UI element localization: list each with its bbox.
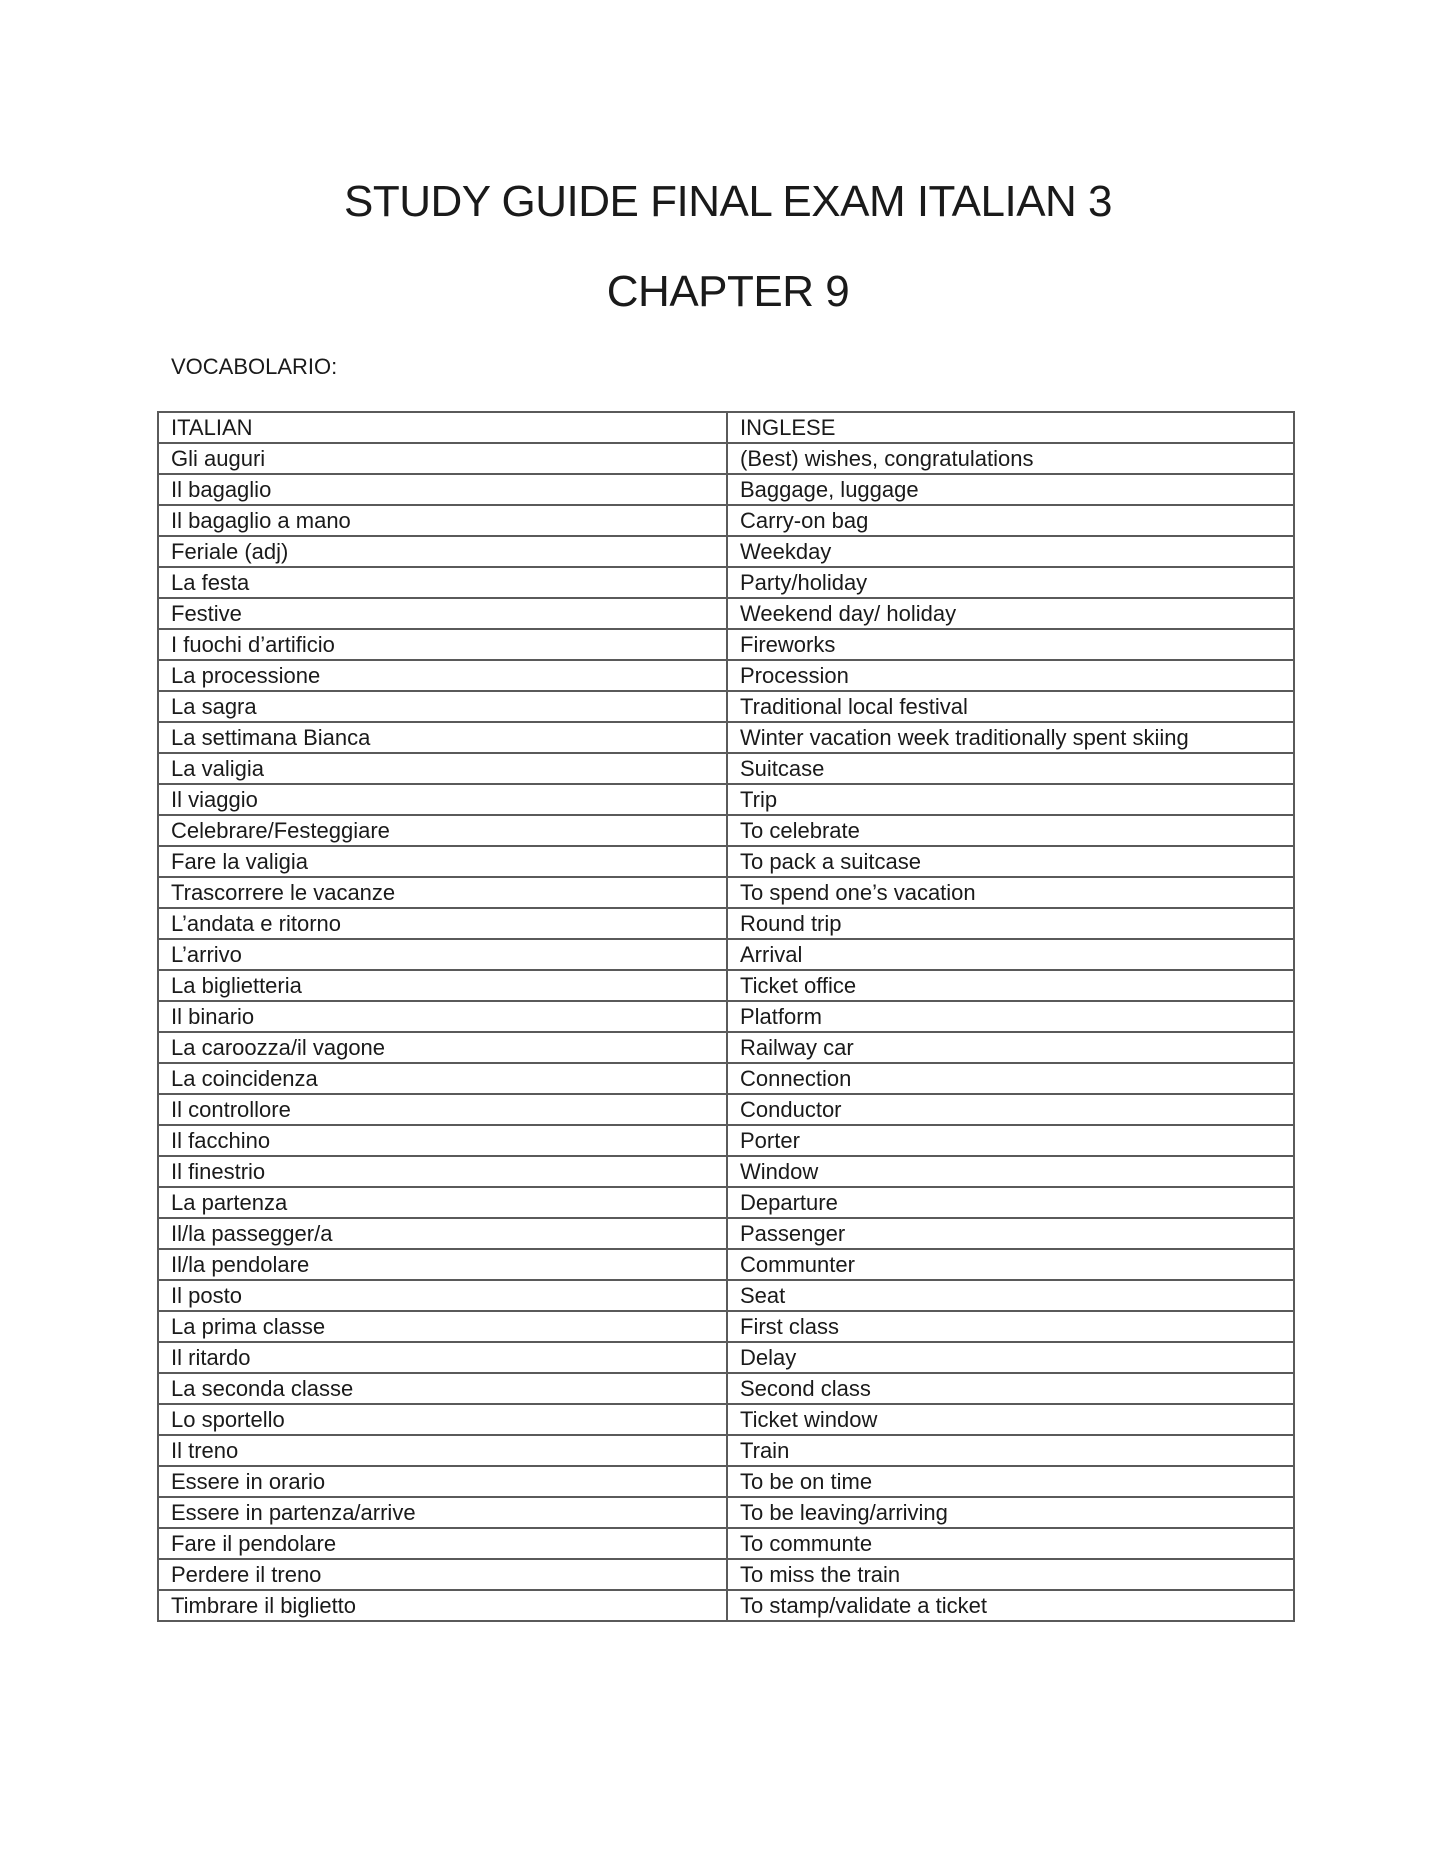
italian-term-cell: Feriale (adj) (158, 536, 727, 567)
table-row (158, 1528, 1294, 1559)
italian-term-cell: Il/la pendolare (158, 1249, 727, 1280)
table-row (158, 1497, 1294, 1528)
italian-term-cell: Fare il pendolare (158, 1528, 727, 1559)
table-row (158, 908, 1294, 939)
english-translation-cell: To stamp/validate a ticket (727, 1590, 1294, 1621)
italian-term-cell: Trascorrere le vacanze (158, 877, 727, 908)
italian-term-cell: Lo sportello (158, 1404, 727, 1435)
english-translation-cell: Conductor (727, 1094, 1294, 1125)
table-row (158, 691, 1294, 722)
italian-term-cell: La seconda classe (158, 1373, 727, 1404)
table-row (158, 1187, 1294, 1218)
chapter-heading: CHAPTER 9 (606, 267, 850, 316)
english-translation-cell: Platform (727, 1001, 1294, 1032)
english-translation-cell: Ticket office (727, 970, 1294, 1001)
english-translation-cell: Procession (727, 660, 1294, 691)
italian-term-cell: La sagra (158, 691, 727, 722)
table-row (158, 474, 1294, 505)
english-translation-cell: Passenger (727, 1218, 1294, 1249)
english-translation-cell: To celebrate (727, 815, 1294, 846)
table-row (158, 598, 1294, 629)
column-header-english: INGLESE (727, 412, 1294, 443)
english-translation-cell: Traditional local festival (727, 691, 1294, 722)
english-translation-cell: To miss the train (727, 1559, 1294, 1590)
italian-term-cell: Essere in orario (158, 1466, 727, 1497)
italian-term-cell: La prima classe (158, 1311, 727, 1342)
english-translation-cell: Second class (727, 1373, 1294, 1404)
table-row (158, 1404, 1294, 1435)
column-header-italian: ITALIAN (158, 412, 727, 443)
english-translation-cell: Delay (727, 1342, 1294, 1373)
table-row (158, 1435, 1294, 1466)
italian-term-cell: La valigia (158, 753, 727, 784)
italian-term-cell: La coincidenza (158, 1063, 727, 1094)
english-translation-cell: Train (727, 1435, 1294, 1466)
english-translation-cell: To pack a suitcase (727, 846, 1294, 877)
english-translation-cell: Trip (727, 784, 1294, 815)
italian-term-cell: Timbrare il biglietto (158, 1590, 727, 1621)
english-translation-cell: To spend one’s vacation (727, 877, 1294, 908)
english-translation-cell: Winter vacation week traditionally spent skiing (727, 722, 1294, 753)
italian-term-cell: Il bagaglio a mano (158, 505, 727, 536)
document-title: STUDY GUIDE FINAL EXAM ITALIAN 3 (343, 177, 1113, 226)
italian-term-cell: La festa (158, 567, 727, 598)
english-translation-cell: Communter (727, 1249, 1294, 1280)
italian-term-cell: La processione (158, 660, 727, 691)
english-translation-cell: (Best) wishes, congratulations (727, 443, 1294, 474)
english-translation-cell: To be leaving/arriving (727, 1497, 1294, 1528)
italian-term-cell: Celebrare/Festeggiare (158, 815, 727, 846)
english-translation-cell: Baggage, luggage (727, 474, 1294, 505)
italian-term-cell: Fare la valigia (158, 846, 727, 877)
table-row (158, 536, 1294, 567)
english-translation-cell: Party/holiday (727, 567, 1294, 598)
english-translation-cell: First class (727, 1311, 1294, 1342)
english-translation-cell: Railway car (727, 1032, 1294, 1063)
table-row (158, 970, 1294, 1001)
italian-term-cell: Il posto (158, 1280, 727, 1311)
english-translation-cell: Ticket window (727, 1404, 1294, 1435)
table-row (158, 753, 1294, 784)
english-translation-cell: Weekend day/ holiday (727, 598, 1294, 629)
table-row (158, 443, 1294, 474)
english-translation-cell: To communte (727, 1528, 1294, 1559)
italian-term-cell: Il bagaglio (158, 474, 727, 505)
table-row (158, 1466, 1294, 1497)
italian-term-cell: Il/la passegger/a (158, 1218, 727, 1249)
table-body (158, 443, 1294, 1621)
english-translation-cell: Arrival (727, 939, 1294, 970)
english-translation-cell: Weekday (727, 536, 1294, 567)
english-translation-cell: Round trip (727, 908, 1294, 939)
vocabulary-table (157, 411, 1295, 1622)
italian-term-cell: La partenza (158, 1187, 727, 1218)
italian-term-cell: Il controllore (158, 1094, 727, 1125)
italian-term-cell: Il viaggio (158, 784, 727, 815)
table-row (158, 784, 1294, 815)
italian-term-cell: La biglietteria (158, 970, 727, 1001)
italian-term-cell: L’arrivo (158, 939, 727, 970)
table-row (158, 1249, 1294, 1280)
italian-term-cell: Il treno (158, 1435, 727, 1466)
table-row (158, 660, 1294, 691)
table-row (158, 1032, 1294, 1063)
english-translation-cell: Window (727, 1156, 1294, 1187)
english-translation-cell: Seat (727, 1280, 1294, 1311)
english-translation-cell: Carry-on bag (727, 505, 1294, 536)
table-row (158, 1218, 1294, 1249)
english-translation-cell: Departure (727, 1187, 1294, 1218)
italian-term-cell: Il ritardo (158, 1342, 727, 1373)
italian-term-cell: Gli auguri (158, 443, 727, 474)
italian-term-cell: Il binario (158, 1001, 727, 1032)
english-translation-cell: Porter (727, 1125, 1294, 1156)
table-row (158, 1373, 1294, 1404)
table-row (158, 567, 1294, 598)
table-row (158, 1125, 1294, 1156)
table-row (158, 1311, 1294, 1342)
table-row (158, 1590, 1294, 1621)
italian-term-cell: Essere in partenza/arrive (158, 1497, 727, 1528)
italian-term-cell: L’andata e ritorno (158, 908, 727, 939)
italian-term-cell: Perdere il treno (158, 1559, 727, 1590)
table-row (158, 1094, 1294, 1125)
table-row (158, 877, 1294, 908)
table-row (158, 722, 1294, 753)
italian-term-cell: Il facchino (158, 1125, 727, 1156)
table-row (158, 815, 1294, 846)
italian-term-cell: La settimana Bianca (158, 722, 727, 753)
english-translation-cell: Fireworks (727, 629, 1294, 660)
table-row (158, 629, 1294, 660)
table-row (158, 939, 1294, 970)
table-row (158, 1342, 1294, 1373)
table-row (158, 1559, 1294, 1590)
section-label: VOCABOLARIO: (171, 354, 338, 379)
table-row (158, 1280, 1294, 1311)
italian-term-cell: Il finestrio (158, 1156, 727, 1187)
table-row (158, 846, 1294, 877)
table-header-row (158, 412, 1294, 443)
english-translation-cell: To be on time (727, 1466, 1294, 1497)
table-row (158, 1156, 1294, 1187)
table-row (158, 1063, 1294, 1094)
italian-term-cell: I fuochi d’artificio (158, 629, 727, 660)
italian-term-cell: La caroozza/il vagone (158, 1032, 727, 1063)
english-translation-cell: Suitcase (727, 753, 1294, 784)
english-translation-cell: Connection (727, 1063, 1294, 1094)
table-row (158, 1001, 1294, 1032)
italian-term-cell: Festive (158, 598, 727, 629)
table-row (158, 505, 1294, 536)
